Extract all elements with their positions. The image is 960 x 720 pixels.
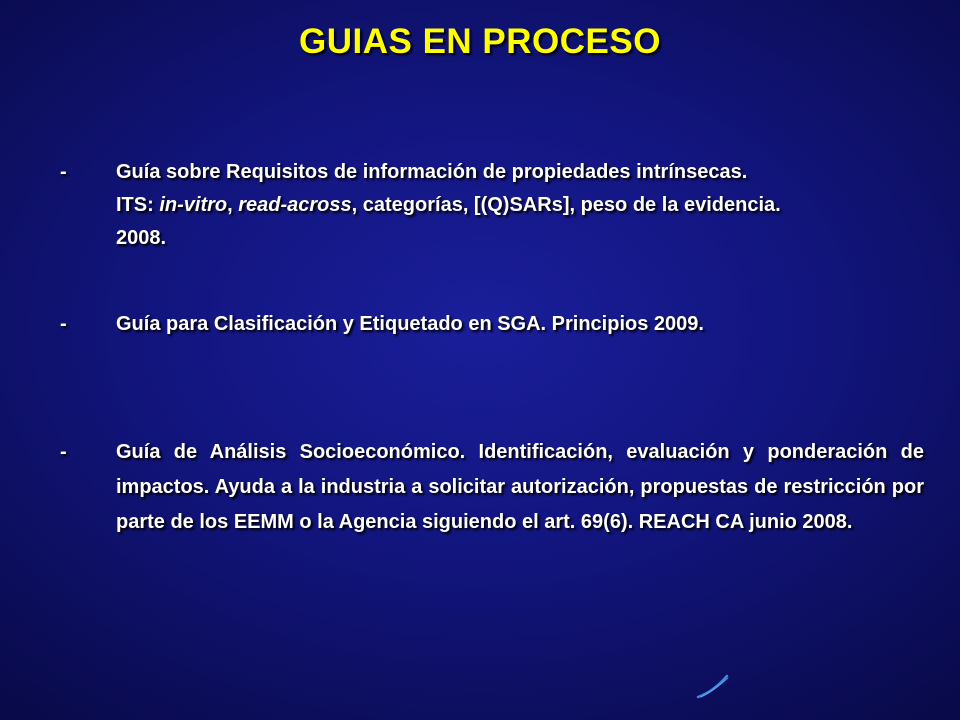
- bullet-text: [116, 435, 924, 540]
- bullet-marker: -: [60, 161, 67, 183]
- its-prefix: ITS:: [116, 194, 160, 216]
- bullet-item-socioeconomico: [60, 435, 924, 540]
- bullet-item-clasificacion: [60, 308, 924, 341]
- bullet-line: Guía para Clasificación y Etiquetado en SGA. Principios 2009.: [116, 313, 704, 335]
- term-separator: ,: [227, 194, 239, 216]
- italic-term-read-across: read-across: [238, 194, 352, 216]
- bullet-marker: -: [60, 441, 67, 463]
- bullet-line: [116, 189, 924, 222]
- slide-title: GUIAS EN PROCESO: [299, 22, 661, 61]
- bullet-paragraph: Guía de Análisis Socioeconómico. Identificación, evaluación y ponderación de impactos. Ayuda a la industria a solicitar autorización, propuestas de restricción por parte de los EEMM o la Agencia siguiendo el art. 69(6). REACH CA junio 2008.: [116, 441, 924, 533]
- its-rest: , categorías, [(Q)SARs], peso de la evidencia.: [351, 194, 781, 216]
- bullet-text: [116, 156, 924, 255]
- bullet-text: [116, 308, 924, 341]
- bullet-item-requisitos: [60, 156, 924, 255]
- bullet-marker: -: [60, 313, 67, 335]
- bullet-line: Guía sobre Requisitos de información de propiedades intrínsecas.: [116, 161, 748, 183]
- swoosh-icon: [695, 672, 731, 700]
- italic-term-in-vitro: in-vitro: [159, 194, 228, 216]
- bullet-line: 2008.: [116, 227, 167, 249]
